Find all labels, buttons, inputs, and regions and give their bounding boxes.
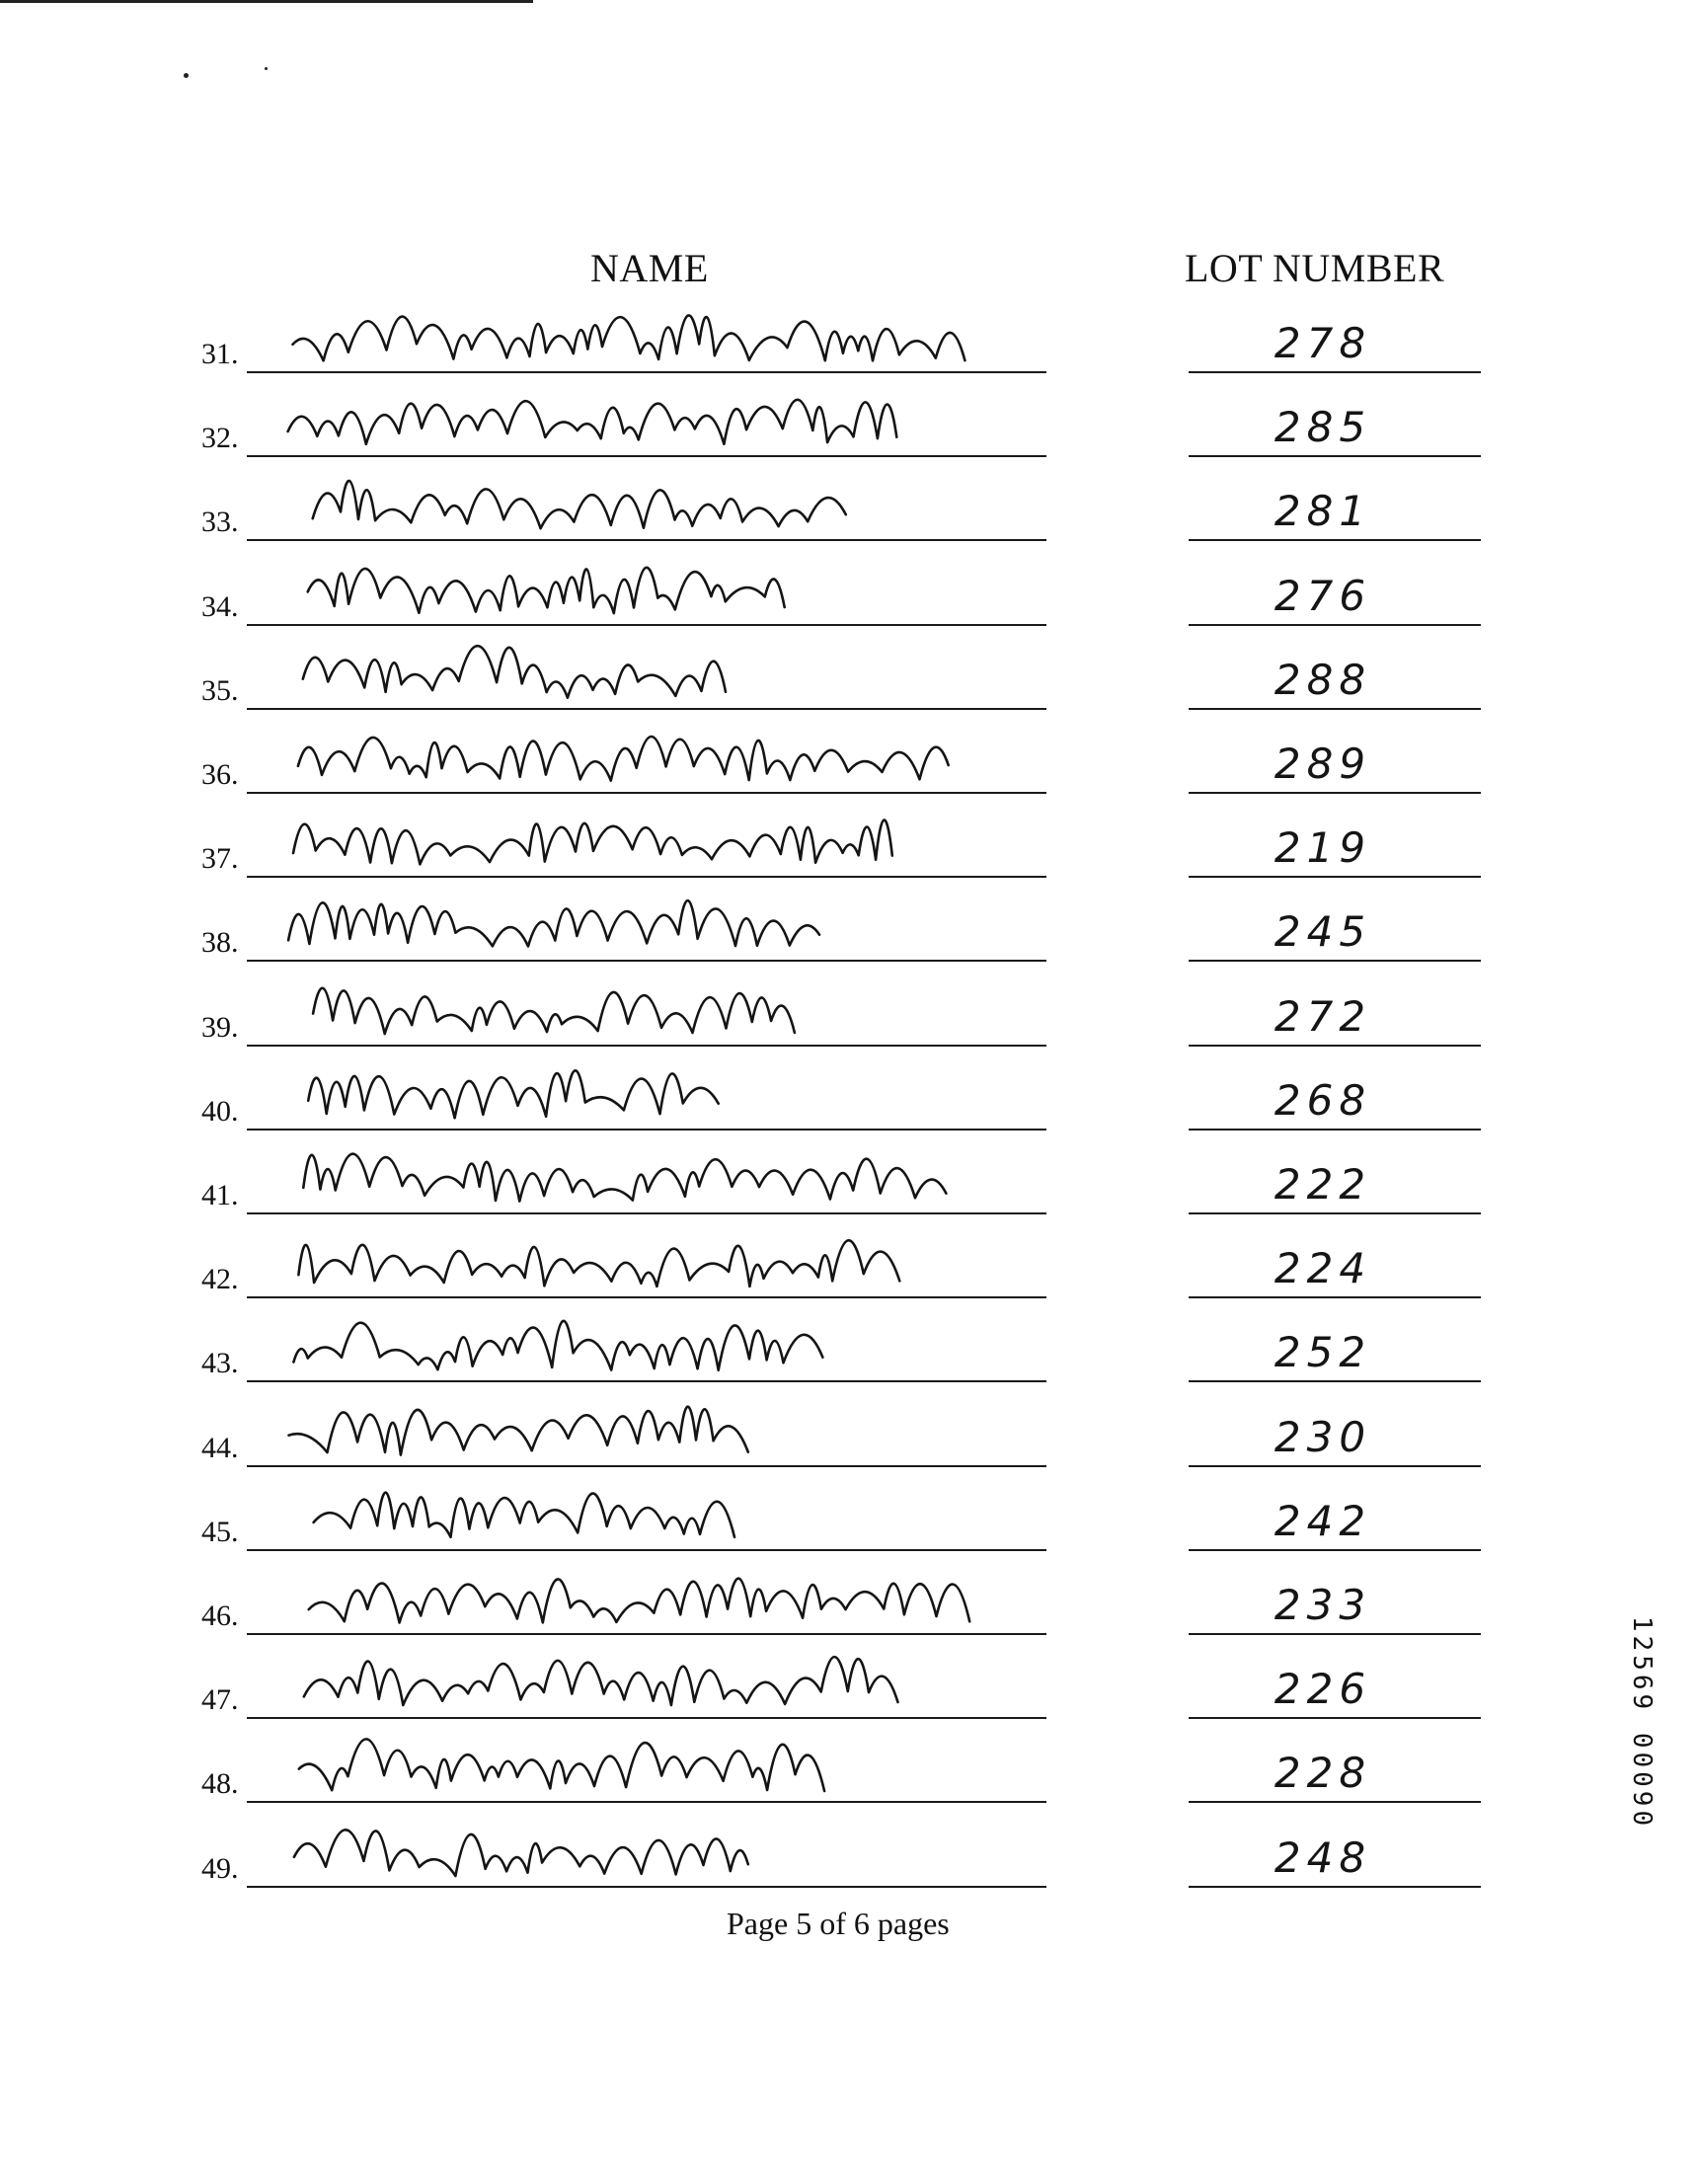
lot-number-value: 288	[1274, 655, 1372, 704]
lot-number-value: 268	[1274, 1075, 1372, 1125]
row-number: 40.	[201, 1094, 239, 1128]
handwritten-signature	[276, 1126, 1027, 1214]
name-column-header: NAME	[590, 246, 709, 290]
handwritten-signature	[276, 621, 1027, 710]
lot-underline	[1189, 1717, 1481, 1719]
signature-row	[0, 1811, 1698, 1896]
lot-underline	[1189, 1380, 1481, 1382]
lot-number-value: 219	[1274, 823, 1372, 873]
document-side-code	[1627, 1590, 1657, 1856]
handwritten-signature	[276, 284, 1027, 373]
lot-number-value: 242	[1274, 1496, 1372, 1545]
lot-number-value: 226	[1274, 1665, 1372, 1714]
lot-underline	[1189, 1633, 1481, 1635]
row-number: 39.	[201, 1010, 239, 1044]
handwritten-signature	[276, 1462, 1027, 1551]
lot-number-value: 228	[1274, 1749, 1372, 1798]
row-number: 35.	[201, 673, 239, 707]
lot-number-value: 224	[1274, 1244, 1372, 1293]
lot-number-value: 272	[1274, 991, 1372, 1041]
lot-number-value: 285	[1274, 403, 1372, 452]
row-number: 37.	[201, 842, 239, 876]
row-number: 43.	[201, 1347, 239, 1380]
lot-underline	[1189, 1801, 1481, 1803]
row-number: 44.	[201, 1431, 239, 1464]
handwritten-signature	[276, 537, 1027, 626]
lot-underline	[1189, 708, 1481, 710]
lot-underline	[1189, 624, 1481, 626]
lot-number-value: 222	[1274, 1160, 1372, 1209]
lot-underline	[1189, 792, 1481, 794]
lot-underline	[1189, 1045, 1481, 1047]
scan-speck	[265, 67, 268, 70]
row-number: 47.	[201, 1683, 239, 1717]
handwritten-signature	[276, 873, 1027, 962]
lot-number-value: 233	[1274, 1581, 1372, 1629]
lot-number-value: 276	[1274, 571, 1372, 620]
lot-underline	[1189, 1212, 1481, 1214]
lot-underline	[1189, 1465, 1481, 1467]
lot-number-value: 230	[1274, 1412, 1372, 1461]
row-number: 49.	[201, 1851, 239, 1885]
row-number: 36.	[201, 758, 239, 791]
lot-number-value: 252	[1274, 1328, 1372, 1377]
handwritten-signature	[276, 1378, 1027, 1467]
row-number: 42.	[201, 1263, 239, 1296]
row-number: 38.	[201, 926, 239, 960]
handwritten-signature	[276, 1042, 1027, 1131]
handwritten-signature	[276, 1799, 1027, 1888]
side-code-text: 12569 00090	[1627, 1615, 1657, 1831]
handwritten-signature	[276, 452, 1027, 541]
handwritten-signature	[276, 1714, 1027, 1803]
handwritten-signature	[276, 368, 1027, 457]
lot-underline	[1189, 539, 1481, 541]
handwritten-signature	[276, 1293, 1027, 1382]
lot-number-value: 248	[1274, 1833, 1372, 1882]
handwritten-signature	[276, 1630, 1027, 1719]
lot-underline	[1189, 371, 1481, 373]
row-number: 41.	[201, 1179, 239, 1211]
lot-underline	[1189, 1549, 1481, 1551]
lot-underline	[1189, 1886, 1481, 1888]
lot-number-value: 278	[1274, 319, 1372, 367]
handwritten-signature	[276, 789, 1027, 878]
lot-underline	[1189, 1296, 1481, 1298]
handwritten-signature	[276, 958, 1027, 1047]
handwritten-signature	[276, 1209, 1027, 1298]
lot-underline	[1189, 960, 1481, 962]
lot-number-column-header: LOT NUMBER	[1185, 246, 1445, 290]
handwritten-signature	[276, 1546, 1027, 1635]
row-number: 34.	[201, 589, 239, 623]
lot-underline	[1189, 876, 1481, 878]
lot-number-value: 281	[1274, 487, 1372, 536]
lot-underline	[1189, 455, 1481, 457]
row-number: 31.	[201, 338, 239, 370]
scan-edge-line	[0, 0, 533, 3]
lot-number-value: 289	[1274, 740, 1372, 788]
row-number: 33.	[201, 506, 239, 539]
row-number: 46.	[201, 1599, 239, 1632]
row-number: 45.	[201, 1515, 239, 1548]
row-number: 48.	[201, 1767, 239, 1801]
row-number: 32.	[201, 422, 239, 455]
scan-speck	[184, 73, 189, 78]
lot-number-value: 245	[1274, 907, 1372, 957]
lot-underline	[1189, 1129, 1481, 1131]
page-footer: Page 5 of 6 pages	[727, 1906, 950, 1941]
handwritten-signature	[276, 705, 1027, 794]
